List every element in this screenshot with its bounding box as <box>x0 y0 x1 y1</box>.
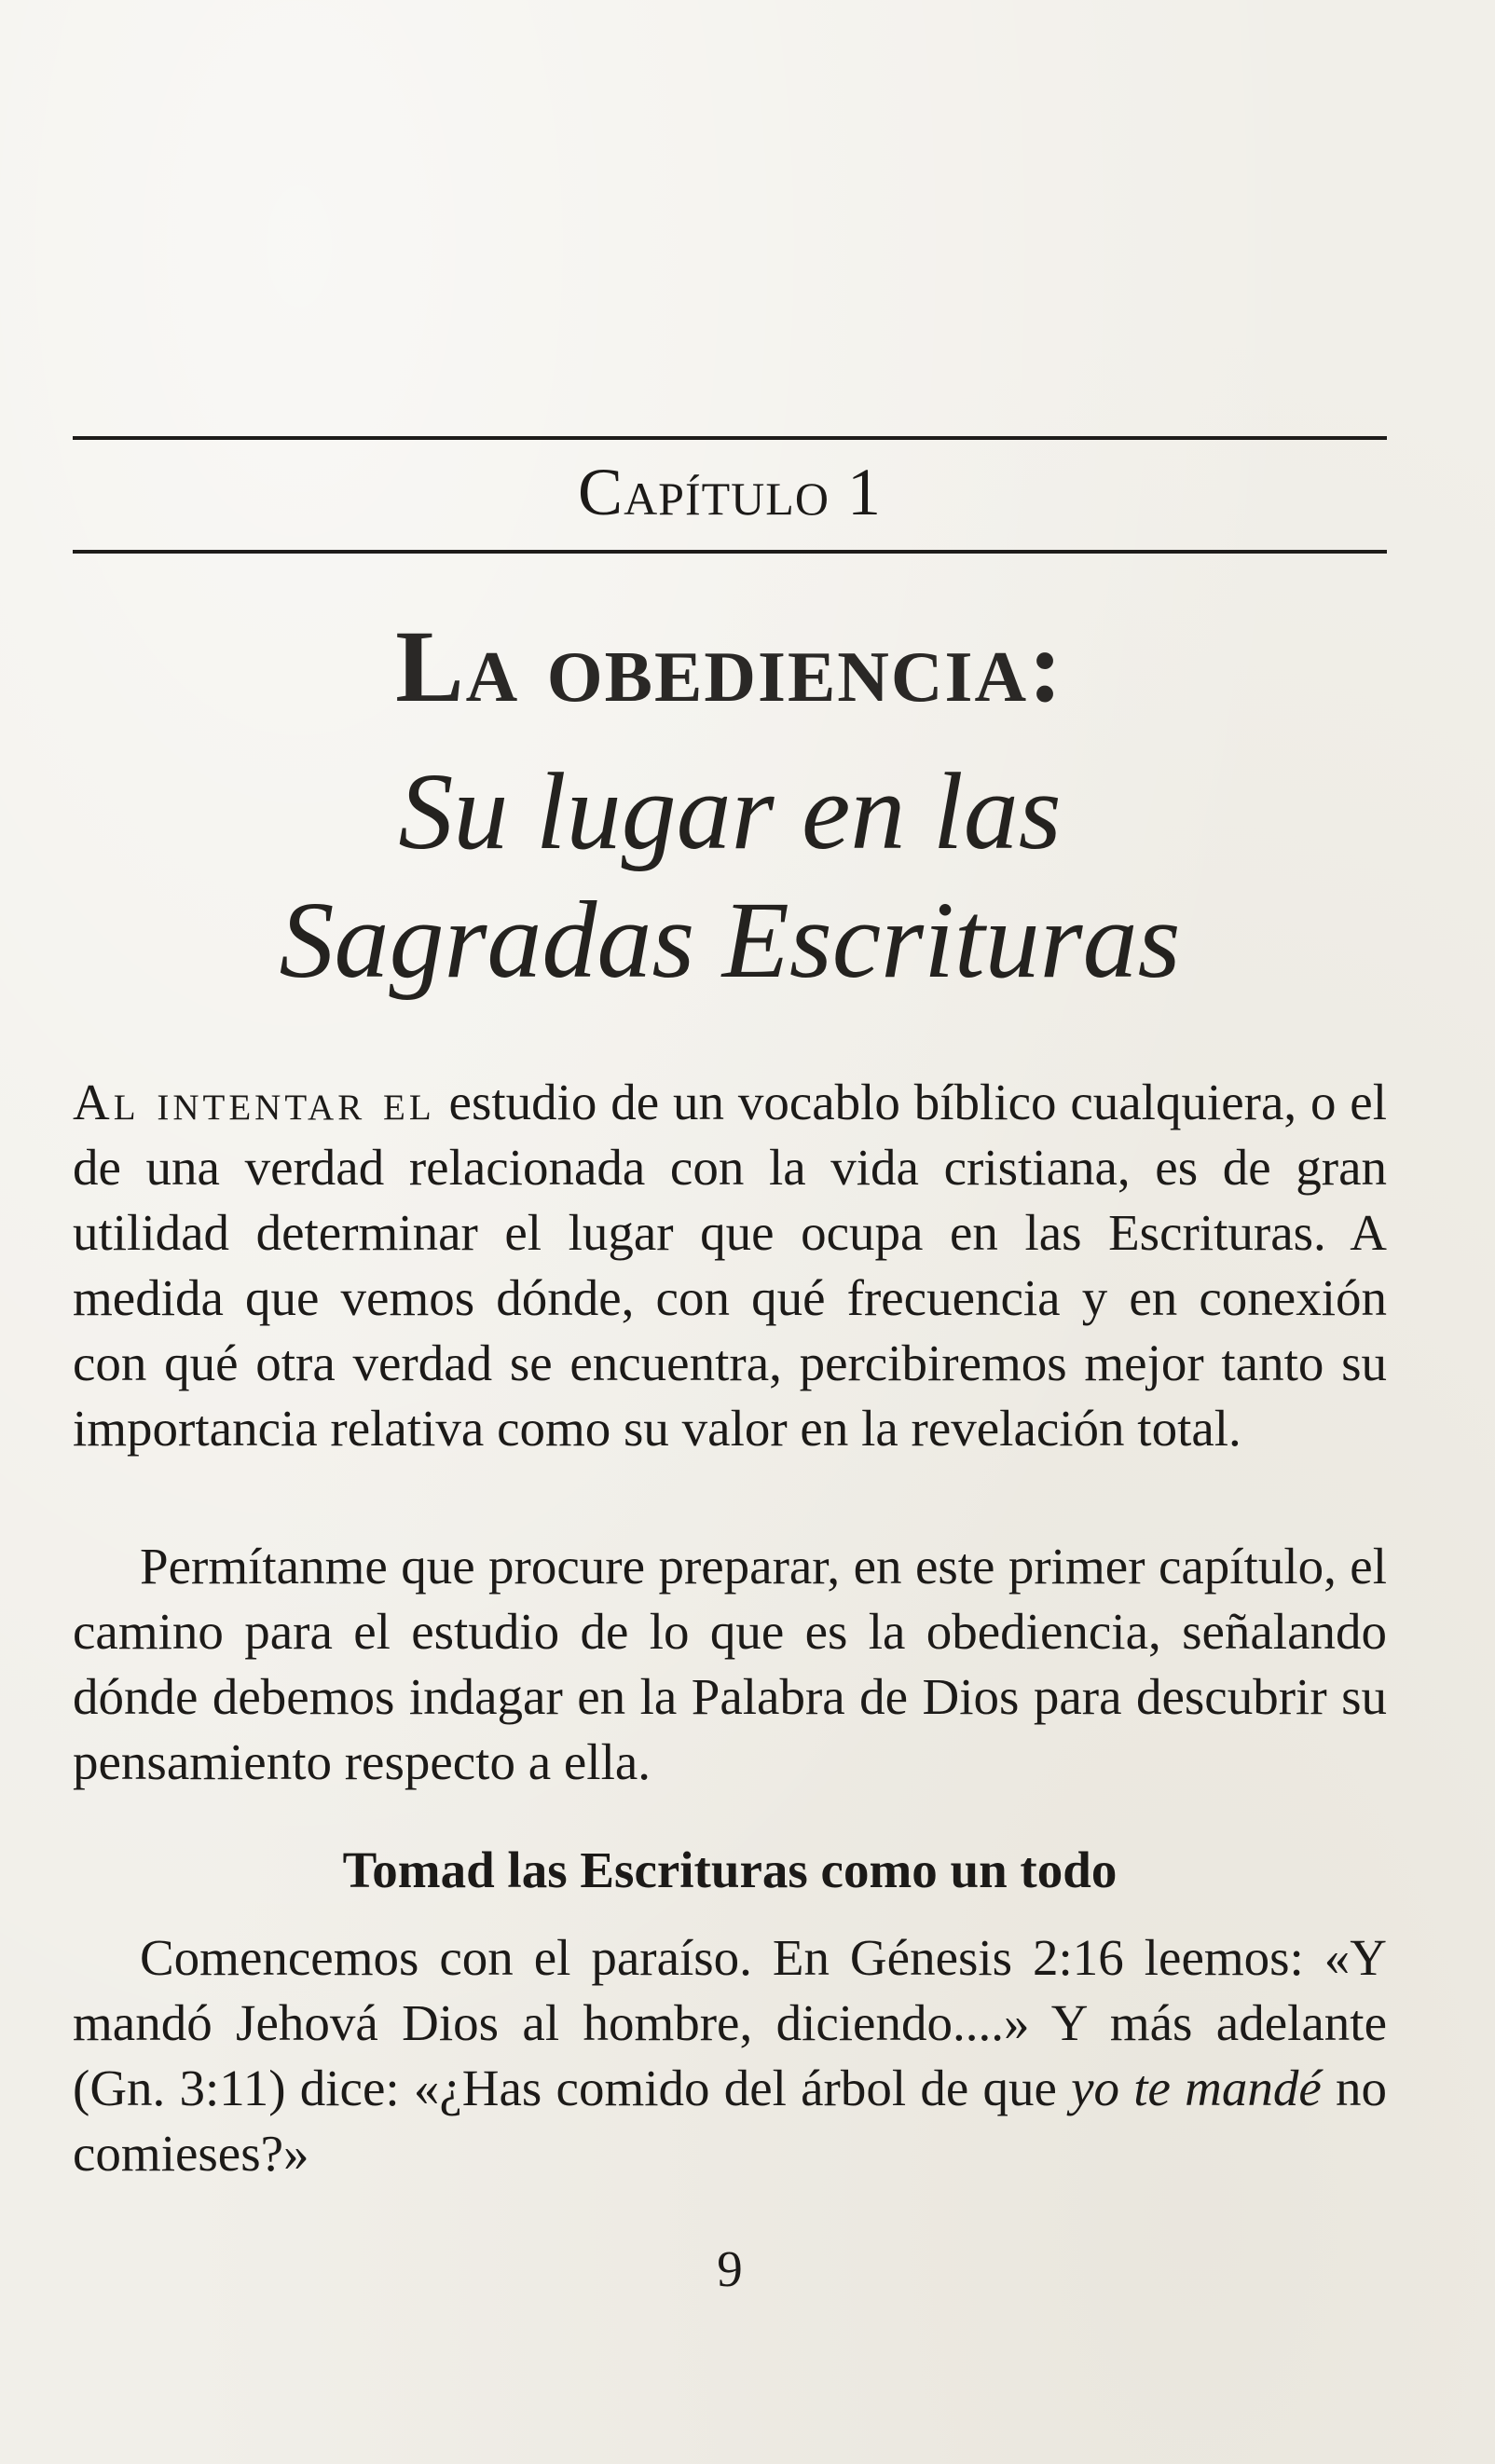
paragraph-lead-in: Al intentar el <box>73 1074 435 1130</box>
paragraph-third-text-a: Comencemos con el paraíso. En Génesis 2:16 leemos: «Y mandó Jehová Dios al hombre, diciendo....» Y más adelante (Gn. 3:11) dice: «¿Has comido del árbol de que <box>73 1929 1387 2116</box>
chapter-label: Capítulo 1 <box>578 455 882 529</box>
paragraph-third-emphasis: yo te mandé <box>1071 2060 1322 2116</box>
paragraph-third <box>73 1925 1387 2186</box>
chapter-title: La obediencia: <box>395 609 1064 723</box>
paragraph-third-text-b: no comieses?» <box>73 2060 1387 2182</box>
section-heading: Tomad las Escrituras como un todo <box>342 1841 1118 1898</box>
bottom-rule <box>73 550 1387 554</box>
top-rule <box>73 436 1387 440</box>
page-number: 9 <box>717 2240 743 2297</box>
chapter-subtitle-line-1: Su lugar en las <box>398 750 1062 872</box>
paragraph-intro <box>73 1070 1387 1461</box>
chapter-subtitle-line-2: Sagradas Escrituras <box>279 879 1181 1001</box>
paragraph-intro-text: estudio de un vocablo bíblico cualquiera, o el de una verdad relacionada con la vida cristiana, es de gran utilidad determinar el lugar que ocupa en las Escrituras. A medida que vemos dónde, con qué frecuencia y en conexión con qué otra verdad se encuentra, percibiremos mejor tanto su importancia relativa como su valor en la revelación total. <box>73 1074 1387 1457</box>
paragraph-second: Permítanme que procure preparar, en este primer capítulo, el camino para el estudio de lo que es la obediencia, señalando dónde debemos indagar en la Palabra de Dios para descubrir su pensamiento respecto a ella. <box>73 1538 1387 1790</box>
